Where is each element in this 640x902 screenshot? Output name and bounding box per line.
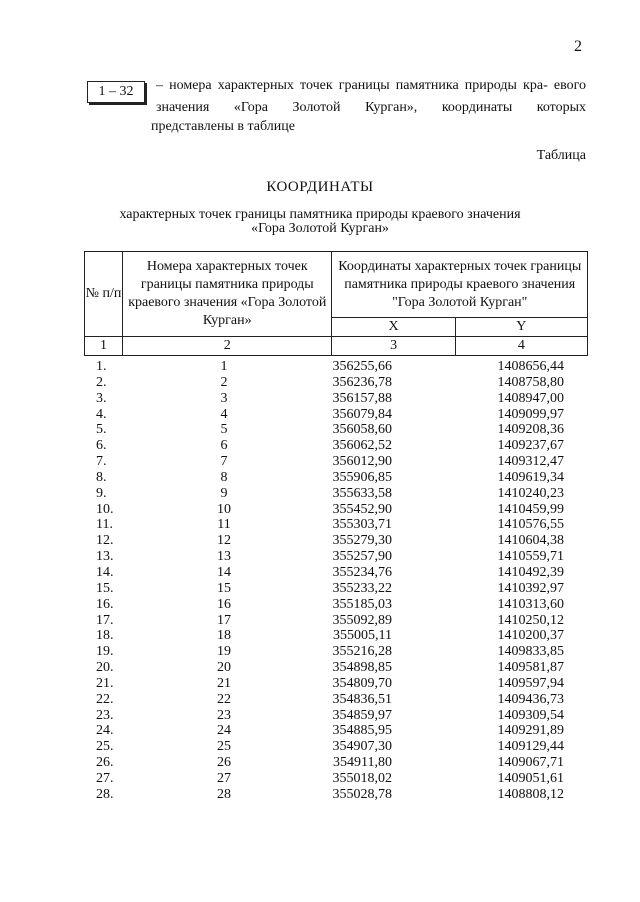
row-index: 6. [96,438,107,454]
table-row [84,628,588,644]
table-row [84,787,588,803]
row-coord-y: 1409129,44 [497,739,564,755]
row-point-number: 26 [217,755,231,771]
row-coord-y: 1408656,44 [497,359,564,374]
row-point-number: 6 [220,438,228,454]
row-index: 8. [96,469,107,485]
row-coord-y: 1409291,89 [497,723,564,739]
row-coord-y: 1409619,34 [497,469,564,485]
table-row [84,581,588,597]
row-point-number: 23 [217,707,231,723]
row-index: 15. [96,580,114,596]
header-index-1: 1 [85,337,123,356]
row-coord-y: 1409237,67 [497,438,564,454]
row-point-number: 10 [217,501,231,517]
row-point-number: 15 [217,580,231,596]
row-coord-y: 1410459,99 [497,501,564,517]
row-index: 5. [96,422,107,438]
row-point-number: 2 [220,374,228,390]
row-point-number: 27 [217,770,231,786]
row-coord-y: 1410559,71 [497,549,564,565]
table-row [84,660,588,676]
table-row [84,407,588,423]
row-coord-y: 1410576,55 [497,517,564,533]
row-coord-y: 1410250,12 [497,612,564,628]
table-row [84,755,588,771]
row-coord-x: 356062,52 [332,438,392,454]
row-point-number: 28 [217,786,231,802]
row-point-number: 19 [217,644,231,660]
header-col-coordinates: Координаты характерных точек границы памятника природы краевого значения "Гора Золотой Курган" [332,252,588,318]
row-coord-x: 355092,89 [332,612,392,628]
document-subtitle [0,208,640,236]
row-coord-y: 1409597,94 [497,675,564,691]
header-col-x: X [332,318,455,337]
table-row [84,517,588,533]
row-point-number: 14 [217,564,231,580]
row-point-number: 12 [217,533,231,549]
row-coord-x: 356079,84 [332,406,392,422]
row-coord-x: 354859,97 [332,707,392,723]
row-index: 12. [96,533,114,549]
row-coord-y: 1410313,60 [497,596,564,612]
row-point-number: 1 [220,359,228,374]
row-index: 20. [96,660,114,676]
row-coord-y: 1410392,97 [497,580,564,596]
row-coord-x: 354911,80 [333,755,392,771]
row-point-number: 24 [217,723,231,739]
coordinates-table-header [84,251,588,356]
row-point-number: 3 [220,390,228,406]
row-coord-y: 1409312,47 [497,454,564,470]
document-title: КООРДИНАТЫ [266,179,374,195]
row-coord-x: 355216,28 [332,644,392,660]
table-row [84,470,588,486]
table-row [84,644,588,660]
row-point-number: 21 [217,675,231,691]
row-coord-y: 1409067,71 [497,755,564,771]
row-point-number: 22 [217,691,231,707]
row-point-number: 11 [217,517,231,533]
row-coord-x: 356157,88 [332,390,392,406]
row-index: 26. [96,755,114,771]
row-point-number: 25 [217,739,231,755]
row-index: 16. [96,596,114,612]
row-coord-x: 355234,76 [332,564,392,580]
table-row [84,771,588,787]
subtitle-line1: характерных точек границы памятника природы краевого значения [119,207,521,222]
header-col-points: Номера характерных точек границы памятника природы краевого значения «Гора Золотой Курган» [123,252,332,337]
table-caption: Таблица [536,148,586,163]
table-row [84,422,588,438]
page-number: 2 [574,38,582,55]
row-coord-y: 1409051,61 [497,770,564,786]
row-point-number: 8 [220,469,228,485]
row-point-number: 17 [217,612,231,628]
row-coord-x: 356236,78 [332,374,392,390]
row-index: 14. [96,564,114,580]
row-index: 4. [96,406,107,422]
row-coord-x: 354898,85 [332,660,392,676]
row-coord-x: 356012,90 [332,454,392,470]
row-index: 24. [96,723,114,739]
row-index: 27. [96,770,114,786]
row-coord-y: 1408947,00 [497,390,564,406]
table-row [84,486,588,502]
row-coord-y: 1410604,38 [497,533,564,549]
row-index: 11. [96,517,113,533]
table-row [84,723,588,739]
header-col-number: № п/п [85,252,123,337]
row-coord-x: 355303,71 [332,517,392,533]
table-row [84,676,588,692]
table-row [84,502,588,518]
header-col-y: Y [455,318,587,337]
row-coord-y: 1409309,54 [497,707,564,723]
row-index: 23. [96,707,114,723]
row-coord-x: 356255,66 [332,359,392,374]
header-index-3: 3 [332,337,455,356]
header-index-4: 4 [455,337,587,356]
subtitle-line2: «Гора Золотой Курган» [251,221,389,236]
table-row [84,613,588,629]
row-index: 3. [96,390,107,406]
table-row [84,549,588,565]
row-coord-x: 355452,90 [332,501,392,517]
table-row [84,739,588,755]
row-coord-x: 355185,03 [332,596,392,612]
row-index: 2. [96,374,107,390]
table-row [84,359,588,375]
row-index: 25. [96,739,114,755]
legend-text-line2: евого значения «Гора Золотой Курган», координаты которых [156,78,586,115]
table-row [84,375,588,391]
row-coord-y: 1408808,12 [497,786,564,802]
row-index: 17. [96,612,114,628]
row-point-number: 20 [217,660,231,676]
row-coord-y: 1410240,23 [497,485,564,501]
legend-text-line1: – номера характерных точек границы памятника природы кра- [156,78,548,93]
row-coord-y: 1408758,80 [497,374,564,390]
table-row [84,692,588,708]
row-coord-x: 355257,90 [332,549,392,565]
row-coord-x: 355279,30 [332,533,392,549]
row-coord-x: 355633,58 [332,485,392,501]
row-coord-x: 355018,02 [332,770,392,786]
header-index-2: 2 [123,337,332,356]
row-point-number: 18 [217,628,231,644]
row-point-number: 9 [220,485,228,501]
legend-range-box: 1 – 32 [87,81,145,103]
row-index: 13. [96,549,114,565]
row-index: 1. [96,359,107,374]
row-coord-x: 355005,11 [333,628,392,644]
row-point-number: 4 [220,406,228,422]
row-coord-y: 1410200,37 [497,628,564,644]
table-row [84,708,588,724]
row-point-number: 5 [220,422,228,438]
row-coord-y: 1409208,36 [497,422,564,438]
row-coord-y: 1409436,73 [497,691,564,707]
row-point-number: 7 [220,454,228,470]
row-coord-x: 356058,60 [332,422,392,438]
legend-text-line3: представлены в таблице [151,119,295,134]
row-index: 18. [96,628,114,644]
row-coord-x: 354885,95 [332,723,392,739]
coordinates-table-body [84,359,588,803]
row-coord-x: 354907,30 [332,739,392,755]
row-coord-y: 1409581,87 [497,660,564,676]
row-index: 7. [96,454,107,470]
table-row [84,454,588,470]
row-coord-x: 355233,22 [332,580,392,596]
table-row [84,565,588,581]
row-coord-x: 355028,78 [332,786,392,802]
row-coord-x: 355906,85 [332,469,392,485]
table-row [84,533,588,549]
row-index: 21. [96,675,114,691]
row-index: 22. [96,691,114,707]
row-coord-y: 1410492,39 [497,564,564,580]
row-coord-x: 354809,70 [332,675,392,691]
row-index: 10. [96,501,114,517]
table-row [84,597,588,613]
row-point-number: 13 [217,549,231,565]
table-row [84,438,588,454]
row-coord-y: 1409833,85 [497,644,564,660]
row-index: 9. [96,485,107,501]
row-index: 19. [96,644,114,660]
row-coord-x: 354836,51 [332,691,392,707]
table-row [84,391,588,407]
row-coord-y: 1409099,97 [497,406,564,422]
row-point-number: 16 [217,596,231,612]
row-index: 28. [96,786,114,802]
